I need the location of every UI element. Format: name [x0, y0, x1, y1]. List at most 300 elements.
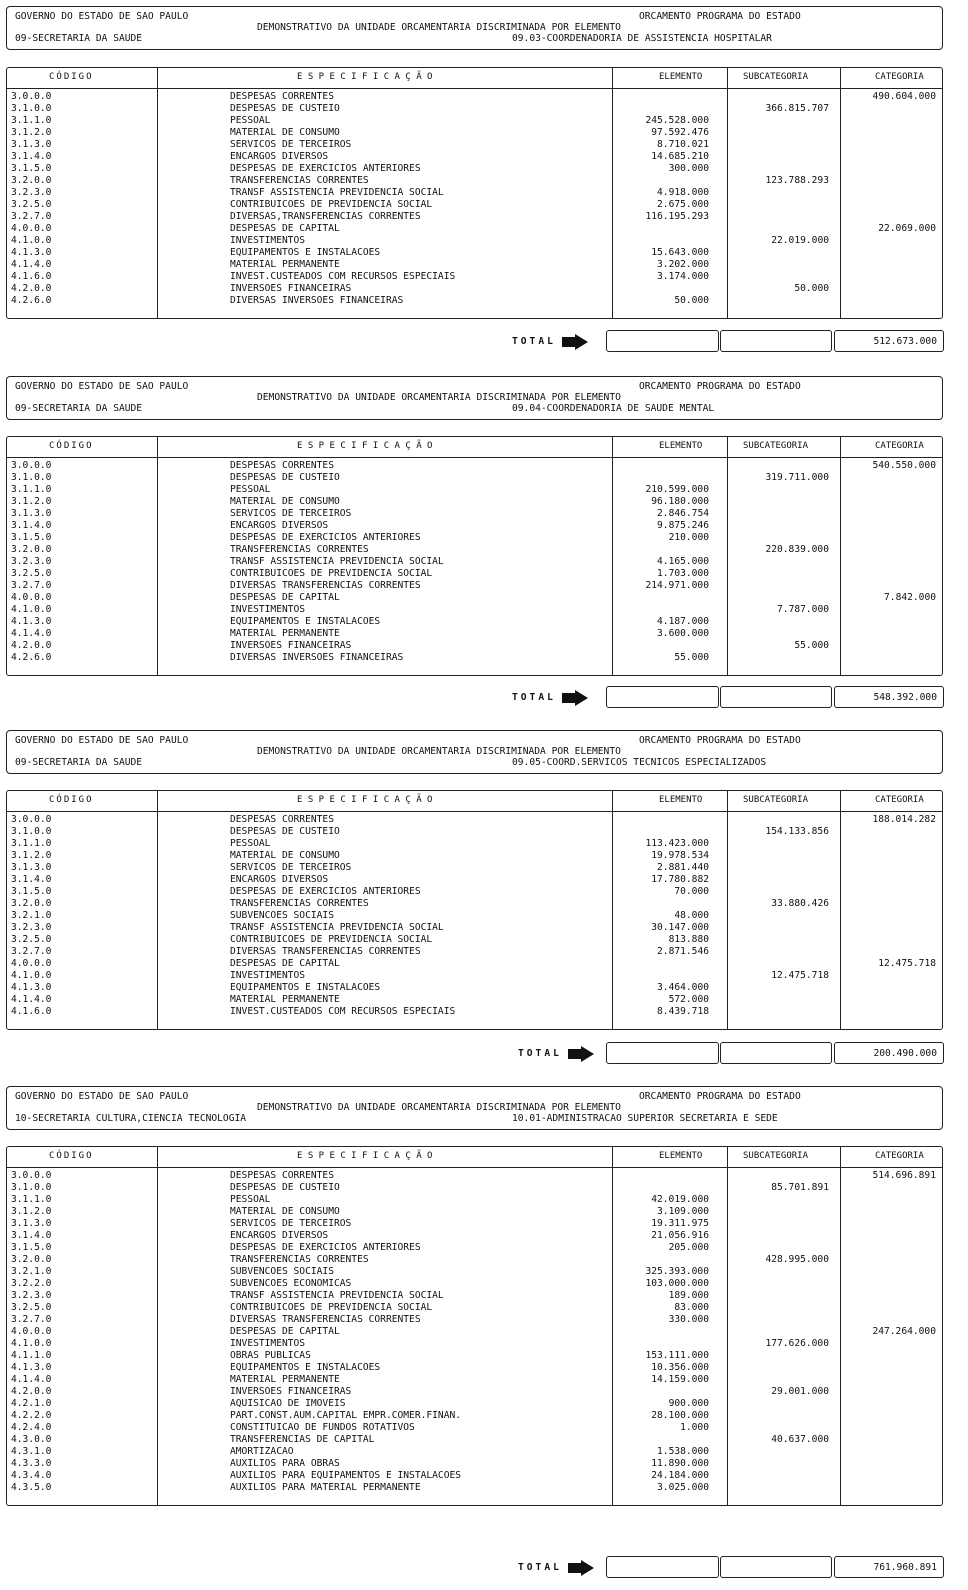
row-categoria-value: 490.604.000: [872, 91, 936, 102]
row-specification: TRANSFERENCIAS CORRENTES: [230, 544, 369, 555]
total-bar: [0, 686, 968, 710]
row-code: 3.2.0.0: [11, 544, 52, 555]
row-subcategoria-value: 7.787.000: [777, 604, 829, 615]
row-specification: EQUIPAMENTOS E INSTALACOES: [230, 1362, 381, 1373]
row-elemento-value: 21.056.916: [651, 1230, 709, 1241]
table-row: [7, 568, 942, 580]
row-code: 4.0.0.0: [11, 958, 52, 969]
row-elemento-value: 55.000: [674, 652, 709, 663]
row-subcategoria-value: 12.475.718: [771, 970, 829, 981]
header-categoria: CATEGORIA: [875, 795, 924, 805]
row-elemento-value: 325.393.000: [645, 1266, 709, 1277]
table-row: [7, 862, 942, 874]
government-name: GOVERNO DO ESTADO DE SAO PAULO: [15, 735, 189, 746]
row-specification: MATERIAL DE CONSUMO: [230, 1206, 340, 1217]
row-elemento-value: 30.147.000: [651, 922, 709, 933]
total-label: TOTAL: [512, 336, 556, 347]
row-specification: EQUIPAMENTOS E INSTALACOES: [230, 247, 381, 258]
table-row: [7, 592, 942, 604]
row-elemento-value: 3.174.000: [657, 271, 709, 282]
row-subcategoria-value: 50.000: [794, 283, 829, 294]
row-specification: DESPESAS CORRENTES: [230, 1170, 334, 1181]
report-header: [6, 376, 943, 420]
arrow-right-icon: [562, 690, 588, 710]
table-row: [7, 958, 942, 970]
row-specification: INVESTIMENTOS: [230, 235, 306, 246]
row-elemento-value: 9.875.246: [657, 520, 709, 531]
header-elemento: ELEMENTO: [659, 795, 703, 805]
row-subcategoria-value: 33.880.426: [771, 898, 829, 909]
row-code: 3.1.4.0: [11, 1230, 52, 1241]
row-elemento-value: 3.202.000: [657, 259, 709, 270]
table-body: [7, 814, 942, 1018]
table-row: [7, 1362, 942, 1374]
table-row: [7, 199, 942, 211]
row-code: 3.1.0.0: [11, 472, 52, 483]
row-elemento-value: 17.780.882: [651, 874, 709, 885]
row-elemento-value: 83.000: [674, 1302, 709, 1313]
header-categoria: CATEGORIA: [875, 441, 924, 451]
row-specification: SERVICOS DE TERCEIROS: [230, 508, 352, 519]
total-value: 761.960.891: [834, 1556, 944, 1578]
row-subcategoria-value: 366.815.707: [765, 103, 829, 114]
table-row: [7, 994, 942, 1006]
government-name: GOVERNO DO ESTADO DE SAO PAULO: [15, 381, 189, 392]
row-specification: DESPESAS DE CAPITAL: [230, 1326, 340, 1337]
row-specification: EQUIPAMENTOS E INSTALACOES: [230, 616, 381, 627]
row-elemento-value: 1.000: [680, 1422, 709, 1433]
header-codigo: CÓDIGO: [49, 795, 94, 805]
row-specification: TRANSF ASSISTENCIA PREVIDENCIA SOCIAL: [230, 922, 444, 933]
unidade-name: 09.04-COORDENADORIA DE SAUDE MENTAL: [512, 403, 715, 414]
total-box-subcategoria: [720, 1556, 832, 1578]
table-row: [7, 295, 942, 307]
row-elemento-value: 42.019.000: [651, 1194, 709, 1205]
row-categoria-value: 12.475.718: [878, 958, 936, 969]
row-specification: DESPESAS DE CUSTEIO: [230, 472, 340, 483]
header-subcategoria: SUBCATEGORIA: [743, 1151, 809, 1161]
row-code: 3.2.7.0: [11, 1314, 52, 1325]
table-row: [7, 556, 942, 568]
table-row: [7, 163, 942, 175]
row-code: 3.1.1.0: [11, 838, 52, 849]
row-code: 4.1.0.0: [11, 970, 52, 981]
secretaria-name: 09-SECRETARIA DA SAUDE: [15, 33, 143, 44]
row-specification: INVEST.CUSTEADOS COM RECURSOS ESPECIAIS: [230, 271, 456, 282]
header-categoria: CATEGORIA: [875, 1151, 924, 1161]
table-row: [7, 1302, 942, 1314]
table-row: [7, 640, 942, 652]
row-elemento-value: 8.439.718: [657, 1006, 709, 1017]
row-subcategoria-value: 177.626.000: [765, 1338, 829, 1349]
table-body: [7, 460, 942, 664]
table-row: [7, 922, 942, 934]
row-code: 3.2.5.0: [11, 1302, 52, 1313]
row-code: 4.2.0.0: [11, 283, 52, 294]
header-subcategoria: SUBCATEGORIA: [743, 795, 809, 805]
total-box-subcategoria: [720, 1042, 832, 1064]
table-row: [7, 532, 942, 544]
table-row: [7, 898, 942, 910]
row-categoria-value: 540.550.000: [872, 460, 936, 471]
report-header: [6, 6, 943, 50]
row-specification: MATERIAL PERMANENTE: [230, 994, 340, 1005]
table-row: [7, 151, 942, 163]
table-row: [7, 1290, 942, 1302]
row-code: 3.1.3.0: [11, 139, 52, 150]
table-row: [7, 496, 942, 508]
row-specification: INVERSOES FINANCEIRAS: [230, 1386, 352, 1397]
row-elemento-value: 300.000: [668, 163, 709, 174]
row-code: 4.1.0.0: [11, 1338, 52, 1349]
table-row: [7, 970, 942, 982]
row-code: 3.1.1.0: [11, 115, 52, 126]
table-row: [7, 472, 942, 484]
row-elemento-value: 10.356.000: [651, 1362, 709, 1373]
table-row: [7, 1326, 942, 1338]
header-codigo: CÓDIGO: [49, 72, 94, 82]
row-code: 4.1.6.0: [11, 271, 52, 282]
header-especificacao: E S P E C I F I C A Ç Ã O: [297, 441, 433, 451]
header-elemento: ELEMENTO: [659, 441, 703, 451]
row-code: 4.1.4.0: [11, 628, 52, 639]
row-specification: INVERSOES FINANCEIRAS: [230, 283, 352, 294]
row-code: 3.2.1.0: [11, 910, 52, 921]
header-categoria: CATEGORIA: [875, 72, 924, 82]
table-row: [7, 1410, 942, 1422]
row-specification: MATERIAL PERMANENTE: [230, 1374, 340, 1385]
total-label: TOTAL: [518, 1562, 562, 1573]
total-box-subcategoria: [720, 686, 832, 708]
row-subcategoria-value: 85.701.891: [771, 1182, 829, 1193]
row-specification: INVESTIMENTOS: [230, 604, 306, 615]
row-code: 4.1.3.0: [11, 982, 52, 993]
row-specification: DESPESAS CORRENTES: [230, 91, 334, 102]
row-code: 3.2.7.0: [11, 211, 52, 222]
row-code: 3.1.0.0: [11, 826, 52, 837]
row-code: 4.1.4.0: [11, 259, 52, 270]
row-code: 4.2.6.0: [11, 295, 52, 306]
row-specification: AUXILIOS PARA MATERIAL PERMANENTE: [230, 1482, 421, 1493]
row-elemento-value: 103.000.000: [645, 1278, 709, 1289]
table-row: [7, 814, 942, 826]
row-specification: INVESTIMENTOS: [230, 970, 306, 981]
arrow-right-icon: [562, 334, 588, 354]
table-row: [7, 1006, 942, 1018]
row-specification: SUBVENCOES SOCIAIS: [230, 910, 334, 921]
row-subcategoria-value: 123.788.293: [765, 175, 829, 186]
budget-table: [6, 436, 943, 676]
row-code: 3.2.0.0: [11, 175, 52, 186]
row-specification: SUBVENCOES SOCIAIS: [230, 1266, 334, 1277]
row-code: 4.1.0.0: [11, 604, 52, 615]
row-elemento-value: 24.184.000: [651, 1470, 709, 1481]
row-specification: DESPESAS DE CAPITAL: [230, 592, 340, 603]
row-specification: SUBVENCOES ECONOMICAS: [230, 1278, 352, 1289]
row-code: 4.1.4.0: [11, 1374, 52, 1385]
row-code: 3.2.1.0: [11, 1266, 52, 1277]
row-subcategoria-value: 319.711.000: [765, 472, 829, 483]
row-code: 4.3.5.0: [11, 1482, 52, 1493]
row-specification: TRANSF ASSISTENCIA PREVIDENCIA SOCIAL: [230, 1290, 444, 1301]
table-row: [7, 1194, 942, 1206]
row-code: 3.1.5.0: [11, 163, 52, 174]
table-row: [7, 652, 942, 664]
row-elemento-value: 3.464.000: [657, 982, 709, 993]
column-header-row: [7, 68, 942, 89]
row-specification: DESPESAS CORRENTES: [230, 814, 334, 825]
table-row: [7, 247, 942, 259]
row-code: 3.1.3.0: [11, 862, 52, 873]
row-specification: EQUIPAMENTOS E INSTALACOES: [230, 982, 381, 993]
row-elemento-value: 3.109.000: [657, 1206, 709, 1217]
header-elemento: ELEMENTO: [659, 1151, 703, 1161]
table-row: [7, 1386, 942, 1398]
total-value: 200.490.000: [834, 1042, 944, 1064]
row-code: 3.1.3.0: [11, 1218, 52, 1229]
table-row: [7, 508, 942, 520]
row-code: 3.0.0.0: [11, 91, 52, 102]
row-specification: DESPESAS DE EXERCICIOS ANTERIORES: [230, 1242, 421, 1253]
table-row: [7, 127, 942, 139]
row-specification: MATERIAL DE CONSUMO: [230, 496, 340, 507]
row-elemento-value: 205.000: [668, 1242, 709, 1253]
government-name: GOVERNO DO ESTADO DE SAO PAULO: [15, 1091, 189, 1102]
table-row: [7, 1482, 942, 1494]
table-row: [7, 1446, 942, 1458]
unidade-name: 10.01-ADMINISTRACAO SUPERIOR SECRETARIA E SEDE: [512, 1113, 778, 1124]
government-name: GOVERNO DO ESTADO DE SAO PAULO: [15, 11, 189, 22]
row-code: 4.3.3.0: [11, 1458, 52, 1469]
report-title: DEMONSTRATIVO DA UNIDADE ORCAMENTARIA DISCRIMINADA POR ELEMENTO: [257, 392, 621, 403]
row-code: 4.0.0.0: [11, 592, 52, 603]
row-subcategoria-value: 154.133.856: [765, 826, 829, 837]
arrow-right-icon: [568, 1560, 594, 1580]
row-elemento-value: 4.187.000: [657, 616, 709, 627]
table-row: [7, 1470, 942, 1482]
row-elemento-value: 96.180.000: [651, 496, 709, 507]
header-elemento: ELEMENTO: [659, 72, 703, 82]
row-elemento-value: 572.000: [668, 994, 709, 1005]
row-elemento-value: 8.710.021: [657, 139, 709, 150]
row-specification: TRANSFERENCIAS CORRENTES: [230, 898, 369, 909]
row-specification: DESPESAS DE EXERCICIOS ANTERIORES: [230, 886, 421, 897]
budget-table: [6, 67, 943, 319]
row-code: 3.1.2.0: [11, 496, 52, 507]
row-code: 4.2.1.0: [11, 1398, 52, 1409]
row-elemento-value: 4.165.000: [657, 556, 709, 567]
table-row: [7, 580, 942, 592]
row-code: 4.2.2.0: [11, 1410, 52, 1421]
row-elemento-value: 210.599.000: [645, 484, 709, 495]
row-code: 3.1.4.0: [11, 874, 52, 885]
row-code: 3.2.5.0: [11, 934, 52, 945]
row-categoria-value: 7.842.000: [884, 592, 936, 603]
row-specification: AUXILIOS PARA EQUIPAMENTOS E INSTALACOES: [230, 1470, 462, 1481]
row-elemento-value: 330.000: [668, 1314, 709, 1325]
table-row: [7, 1266, 942, 1278]
row-elemento-value: 14.159.000: [651, 1374, 709, 1385]
table-row: [7, 946, 942, 958]
row-specification: DESPESAS DE EXERCICIOS ANTERIORES: [230, 163, 421, 174]
row-elemento-value: 813.880: [668, 934, 709, 945]
table-row: [7, 115, 942, 127]
table-row: [7, 1398, 942, 1410]
row-code: 3.0.0.0: [11, 460, 52, 471]
header-codigo: CÓDIGO: [49, 441, 94, 451]
budget-table: [6, 1146, 943, 1506]
row-specification: CONTRIBUICOES DE PREVIDENCIA SOCIAL: [230, 199, 433, 210]
program-name: ORCAMENTO PROGRAMA DO ESTADO: [639, 381, 801, 392]
total-value: 512.673.000: [834, 330, 944, 352]
row-specification: DIVERSAS TRANSFERENCIAS CORRENTES: [230, 580, 421, 591]
total-box-elemento: [606, 330, 719, 352]
row-elemento-value: 28.100.000: [651, 1410, 709, 1421]
row-specification: CONTRIBUICOES DE PREVIDENCIA SOCIAL: [230, 934, 433, 945]
table-row: [7, 1314, 942, 1326]
row-specification: MATERIAL PERMANENTE: [230, 628, 340, 639]
row-code: 3.1.5.0: [11, 886, 52, 897]
table-row: [7, 850, 942, 862]
row-code: 3.1.0.0: [11, 103, 52, 114]
row-code: 3.2.2.0: [11, 1278, 52, 1289]
table-row: [7, 175, 942, 187]
table-row: [7, 544, 942, 556]
row-code: 3.2.0.0: [11, 1254, 52, 1265]
row-specification: MATERIAL DE CONSUMO: [230, 127, 340, 138]
row-code: 4.1.3.0: [11, 247, 52, 258]
arrow-right-icon: [568, 1046, 594, 1066]
row-subcategoria-value: 40.637.000: [771, 1434, 829, 1445]
row-specification: DESPESAS DE CUSTEIO: [230, 826, 340, 837]
program-name: ORCAMENTO PROGRAMA DO ESTADO: [639, 11, 801, 22]
total-box-elemento: [606, 686, 719, 708]
row-code: 3.1.0.0: [11, 1182, 52, 1193]
row-specification: INVEST.CUSTEADOS COM RECURSOS ESPECIAIS: [230, 1006, 456, 1017]
total-bar: [0, 330, 968, 354]
row-elemento-value: 245.528.000: [645, 115, 709, 126]
row-code: 3.2.3.0: [11, 922, 52, 933]
table-row: [7, 259, 942, 271]
row-specification: DIVERSAS TRANSFERENCIAS CORRENTES: [230, 946, 421, 957]
row-specification: DESPESAS DE CAPITAL: [230, 223, 340, 234]
table-row: [7, 1230, 942, 1242]
table-row: [7, 484, 942, 496]
row-specification: INVERSOES FINANCEIRAS: [230, 640, 352, 651]
table-row: [7, 616, 942, 628]
table-body: [7, 91, 942, 307]
total-label: TOTAL: [518, 1048, 562, 1059]
unidade-name: 09.05-COORD.SERVICOS TECNICOS ESPECIALIZADOS: [512, 757, 767, 768]
table-row: [7, 103, 942, 115]
total-box-elemento: [606, 1042, 719, 1064]
table-row: [7, 1170, 942, 1182]
row-elemento-value: 19.311.975: [651, 1218, 709, 1229]
row-elemento-value: 50.000: [674, 295, 709, 306]
row-subcategoria-value: 29.001.000: [771, 1386, 829, 1397]
row-code: 4.1.3.0: [11, 1362, 52, 1373]
row-categoria-value: 247.264.000: [872, 1326, 936, 1337]
row-code: 4.3.1.0: [11, 1446, 52, 1457]
table-body: [7, 1170, 942, 1494]
table-row: [7, 934, 942, 946]
report-header: [6, 730, 943, 774]
row-specification: CONTRIBUICOES DE PREVIDENCIA SOCIAL: [230, 1302, 433, 1313]
column-header-row: [7, 1147, 942, 1168]
row-specification: SERVICOS DE TERCEIROS: [230, 862, 352, 873]
table-row: [7, 1350, 942, 1362]
row-elemento-value: 1.538.000: [657, 1446, 709, 1457]
secretaria-name: 10-SECRETARIA CULTURA,CIENCIA TECNOLOGIA: [15, 1113, 247, 1124]
row-categoria-value: 514.696.891: [872, 1170, 936, 1181]
table-row: [7, 1374, 942, 1386]
table-row: [7, 139, 942, 151]
row-subcategoria-value: 220.839.000: [765, 544, 829, 555]
row-elemento-value: 153.111.000: [645, 1350, 709, 1361]
total-label: TOTAL: [512, 692, 556, 703]
row-code: 4.0.0.0: [11, 223, 52, 234]
budget-table: [6, 790, 943, 1030]
row-specification: SERVICOS DE TERCEIROS: [230, 1218, 352, 1229]
row-elemento-value: 19.978.534: [651, 850, 709, 861]
row-specification: PESSOAL: [230, 115, 271, 126]
row-specification: DESPESAS DE CAPITAL: [230, 958, 340, 969]
table-row: [7, 1254, 942, 1266]
report-title: DEMONSTRATIVO DA UNIDADE ORCAMENTARIA DISCRIMINADA POR ELEMENTO: [257, 22, 621, 33]
row-elemento-value: 48.000: [674, 910, 709, 921]
row-elemento-value: 14.685.210: [651, 151, 709, 162]
header-codigo: CÓDIGO: [49, 1151, 94, 1161]
row-specification: PESSOAL: [230, 1194, 271, 1205]
row-specification: MATERIAL PERMANENTE: [230, 259, 340, 270]
row-code: 4.3.0.0: [11, 1434, 52, 1445]
row-specification: TRANSF ASSISTENCIA PREVIDENCIA SOCIAL: [230, 187, 444, 198]
table-row: [7, 271, 942, 283]
row-code: 3.2.3.0: [11, 1290, 52, 1301]
row-code: 3.0.0.0: [11, 814, 52, 825]
program-name: ORCAMENTO PROGRAMA DO ESTADO: [639, 735, 801, 746]
report-title: DEMONSTRATIVO DA UNIDADE ORCAMENTARIA DISCRIMINADA POR ELEMENTO: [257, 1102, 621, 1113]
table-row: [7, 520, 942, 532]
program-name: ORCAMENTO PROGRAMA DO ESTADO: [639, 1091, 801, 1102]
row-elemento-value: 97.592.476: [651, 127, 709, 138]
row-subcategoria-value: 55.000: [794, 640, 829, 651]
row-code: 4.1.3.0: [11, 616, 52, 627]
row-specification: TRANSFERENCIAS CORRENTES: [230, 175, 369, 186]
row-specification: TRANSFERENCIAS DE CAPITAL: [230, 1434, 375, 1445]
header-especificacao: E S P E C I F I C A Ç Ã O: [297, 1151, 433, 1161]
row-specification: CONTRIBUICOES DE PREVIDENCIA SOCIAL: [230, 568, 433, 579]
table-row: [7, 1218, 942, 1230]
unidade-name: 09.03-COORDENADORIA DE ASSISTENCIA HOSPITALAR: [512, 33, 772, 44]
row-specification: ENCARGOS DIVERSOS: [230, 520, 329, 531]
table-row: [7, 1182, 942, 1194]
row-specification: CONSTITUICAO DE FUNDOS ROTATIVOS: [230, 1422, 415, 1433]
table-row: [7, 460, 942, 472]
row-code: 4.0.0.0: [11, 1326, 52, 1337]
row-elemento-value: 214.971.000: [645, 580, 709, 591]
row-code: 4.1.4.0: [11, 994, 52, 1005]
row-specification: ENCARGOS DIVERSOS: [230, 151, 329, 162]
row-code: 3.2.3.0: [11, 556, 52, 567]
row-code: 4.1.6.0: [11, 1006, 52, 1017]
row-code: 3.2.0.0: [11, 898, 52, 909]
table-row: [7, 826, 942, 838]
table-row: [7, 1458, 942, 1470]
table-row: [7, 235, 942, 247]
total-box-elemento: [606, 1556, 719, 1578]
row-elemento-value: 11.890.000: [651, 1458, 709, 1469]
